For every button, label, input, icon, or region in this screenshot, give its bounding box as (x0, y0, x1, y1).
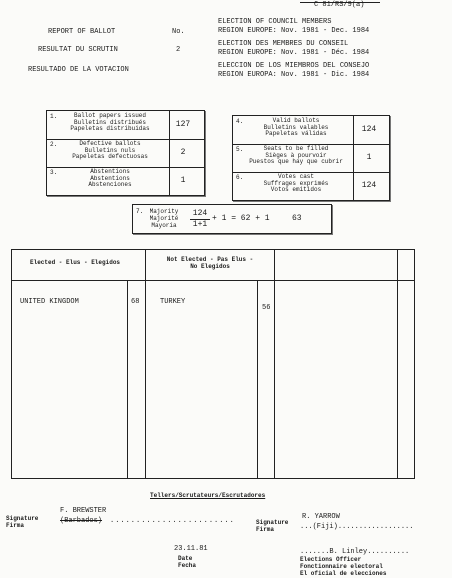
stat-number: 4. (236, 118, 244, 125)
signature-label-left (6, 515, 38, 529)
title-fr: RESULTAT DU SCRUTIN (38, 46, 118, 54)
majority-formula: + 1 = 62 + 1 (212, 214, 270, 223)
fraction-denominator: 1+1 (192, 220, 208, 229)
signature-label-right-es: Firma (256, 526, 275, 533)
tellers-label: Tellers/Scrutateurs/Escrutadores (150, 492, 266, 499)
stat-label-line: Puestos que hay que cubrir (249, 158, 343, 165)
majority-number: 7. (136, 208, 144, 215)
col-rule-2 (145, 249, 146, 478)
officer-labels (300, 556, 386, 577)
majority-label-es: Mayoría (151, 222, 177, 229)
stat-number: 1. (50, 113, 58, 120)
stat-value: 2 (180, 148, 186, 157)
majority-label-en: Majority (149, 208, 179, 215)
stat-value: 1 (180, 176, 186, 185)
election-es-title: ELECCION DE LOS MIEMBROS DEL CONSEJO (218, 62, 370, 70)
fraction-numerator: 124 (192, 209, 208, 218)
stat-label (56, 169, 164, 189)
stat-label (56, 141, 164, 161)
stat-value: 124 (361, 181, 377, 190)
stat-label-line: Seats to be filled (263, 145, 329, 152)
teller2-country: (Fiji) (312, 523, 338, 531)
not-elected-country: TURKEY (160, 298, 186, 306)
stat-label-line: Votos emitidos (270, 186, 322, 193)
results-table (11, 249, 415, 479)
election-fr-region: REGION EUROPE: Nov. 1981 - Déc. 1984 (218, 49, 370, 57)
title-es: RESULTADO DE LA VOTACION (28, 66, 129, 74)
election-fr (218, 40, 369, 58)
col-rule-4 (274, 249, 275, 478)
stat-label (242, 174, 350, 194)
elected-header: Elected - Elus - Elegidos (30, 259, 121, 266)
stat-label-line: Bulletins distribués (73, 118, 146, 126)
results-header-rule (11, 280, 414, 281)
stat-value: 127 (175, 120, 191, 129)
number-value: 2 (176, 46, 181, 54)
stat-label-line: Papeletas distribuidas (70, 125, 150, 132)
teller2-name: R. YARROW (302, 513, 340, 521)
stat-label (242, 146, 350, 166)
teller1-country: (Barbados) (60, 517, 103, 525)
not-elected-header-line1: Not Elected - Pas Elus - (166, 256, 254, 263)
majority-label-fr: Majorité (149, 215, 179, 222)
stat-label-line: Bulletins valables (263, 123, 329, 131)
stat-number: 6. (236, 174, 244, 181)
not-elected-header (150, 256, 270, 270)
signature-label-right-en: Signature (256, 519, 289, 526)
stat-label-line: Valid ballots (272, 117, 320, 124)
officer-label-en: Elections Officer (300, 556, 362, 563)
stat-value: 124 (361, 125, 377, 134)
election-en-region: REGION EUROPE: Nov. 1981 - Dec. 1984 (218, 27, 370, 35)
stat-number: 3. (50, 169, 58, 176)
teller1-name: F. BREWSTER (60, 507, 107, 515)
date-value: 23.11.81 (174, 545, 208, 553)
not-elected-header-line2: No Elegidos (190, 263, 230, 270)
stat-label-line: Ballot papers issued (73, 112, 146, 119)
not-elected-votes: 56 (262, 304, 271, 312)
stat-number: 5. (236, 146, 244, 153)
stat-label-line: Bulletins nuls (84, 146, 136, 154)
majority-labels (144, 208, 184, 229)
col-rule-5 (397, 249, 398, 478)
stat-label-line: Abstenciones (88, 181, 132, 188)
date-labels (178, 555, 196, 569)
number-label: No. (172, 28, 185, 36)
elected-votes: 68 (131, 298, 140, 306)
election-es (218, 62, 369, 80)
teller1-dots: ........................ (110, 517, 235, 525)
stat-label (242, 118, 350, 138)
stat-label-line: Papeletas defectuosas (72, 153, 148, 160)
officer-line: .......B. Linley.......... (300, 548, 410, 556)
signature-label-right (256, 519, 288, 533)
stat-label-line: Sièges à pourvoir (265, 151, 327, 159)
elected-country: UNITED KINGDOM (20, 298, 79, 306)
officer-name: B. Linley (329, 548, 368, 556)
date-label-en: Date (178, 555, 193, 562)
col-rule-3 (257, 280, 258, 478)
election-es-region: REGION EUROPA: Nov. 1981 - Dic. 1984 (218, 71, 370, 79)
doc-reference: C 81/RS/9(a) (314, 1, 365, 9)
stat-label-line: Abstentions (90, 168, 130, 175)
date-label-es: Fecha (178, 562, 197, 569)
signature-label-left-en: Signature (6, 515, 39, 522)
stat-label-line: Defective ballots (79, 140, 141, 147)
stat-label-line: Papeletas válidas (265, 130, 327, 137)
stat-label (56, 113, 164, 133)
stat-label-line: Votes cast (277, 173, 314, 180)
officer-label-es: El oficial de elecciones (300, 570, 387, 577)
election-en-title: ELECTION OF COUNCIL MEMBERS (218, 18, 332, 26)
stat-value: 1 (366, 153, 372, 162)
teller2-line: ...(Fiji).................. (300, 523, 414, 531)
col-rule-1 (127, 280, 128, 478)
majority-result: 63 (292, 214, 302, 223)
officer-label-fr: Fonctionnaire electoral (300, 563, 383, 570)
election-fr-title: ELECTION DES MEMBRES DU CONSEIL (218, 40, 349, 48)
election-en (218, 18, 369, 36)
stat-number: 2. (50, 141, 58, 148)
signature-label-left-es: Firma (6, 522, 25, 529)
stat-label-line: Suffrages exprimés (263, 179, 329, 187)
title-en: REPORT OF BALLOT (48, 28, 116, 36)
stat-label-line: Abstentions (90, 174, 130, 182)
